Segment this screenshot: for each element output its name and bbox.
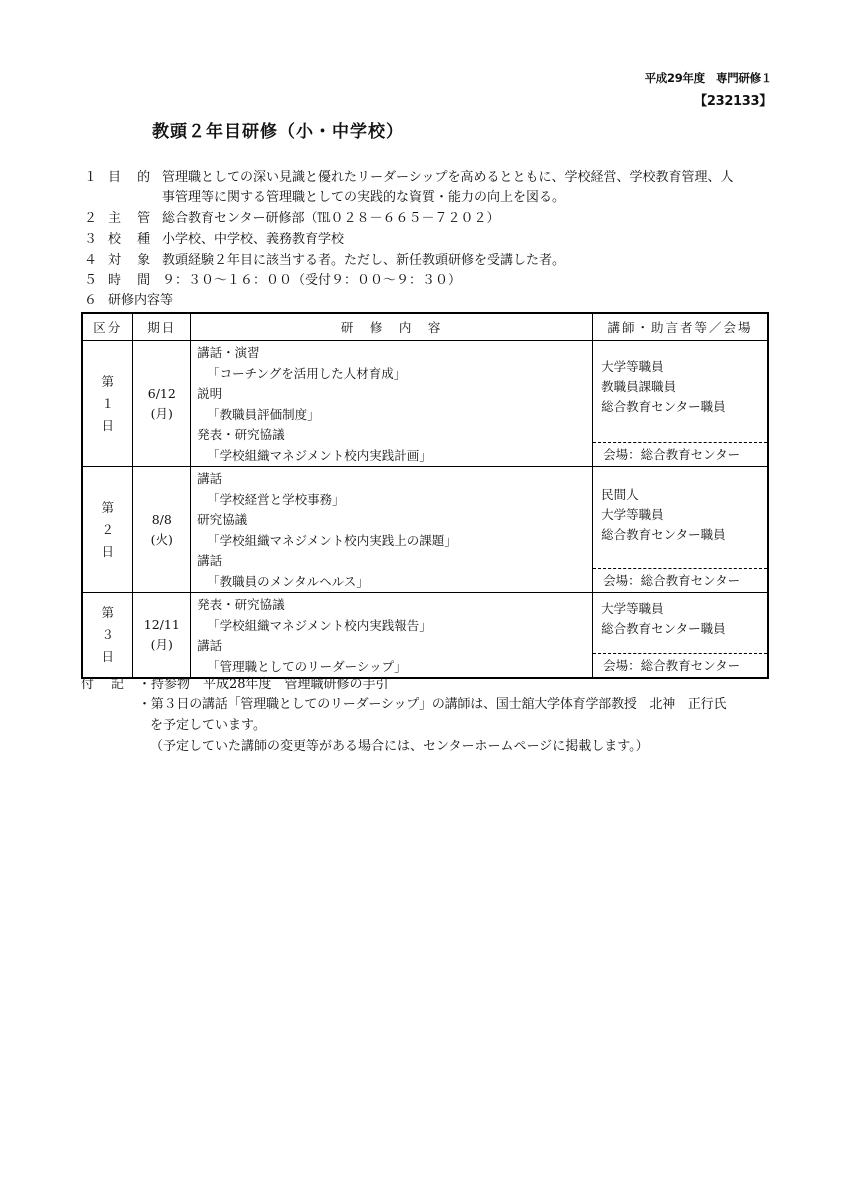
day-char: 第 — [101, 373, 114, 389]
date-cell — [133, 341, 191, 467]
session-type: 講話 — [197, 553, 223, 568]
session-type: 説明 — [197, 386, 223, 401]
content-line: 管理職としての深い見識と優れたリーダーシップを高めるとともに、学校経営、学校教育管理、人 — [162, 170, 734, 185]
weekday: (火) — [150, 531, 173, 547]
item-school-type — [84, 230, 162, 250]
instructor: 大学等職員 — [601, 601, 664, 616]
item-label: 校 種 — [108, 232, 157, 247]
instructor-cell — [593, 467, 768, 593]
content-cell — [191, 341, 593, 467]
instructor: 教職員課職員 — [601, 379, 677, 394]
item-label: 主 管 — [108, 211, 157, 226]
session-title: 「学校経営と学校事務」 — [207, 491, 345, 507]
session-type: 講話 — [197, 638, 223, 653]
venue: 会場：総合教育センター — [593, 653, 767, 677]
session-title: 「管理職としてのリーダーシップ」 — [207, 658, 407, 674]
item-label: 対 象 — [108, 253, 157, 268]
item-target — [84, 251, 162, 271]
day-char: 第 — [101, 605, 114, 620]
item-school-type-content: 小学校、中学校、義務教育学校 — [162, 232, 345, 247]
item-organizer-content: 総合教育センター研修部（℡０２８－６６５－７２０２） — [162, 211, 500, 226]
date-value: 12/11 — [143, 617, 180, 632]
item-label: 研修内容等 — [108, 293, 174, 308]
session-type: 研究協議 — [197, 512, 248, 527]
session-type: 発表・研究協議 — [197, 427, 285, 442]
weekday: (月) — [150, 405, 173, 421]
instructor: 民間人 — [601, 487, 639, 502]
session-title: 「学校組織マネジメント校内実践報告」 — [207, 617, 432, 633]
note-line: ・第３日の講話「管理職としてのリーダーシップ」の講師は、国士舘大学体育学部教授 北神 正行氏 — [138, 697, 727, 712]
item-purpose — [84, 168, 162, 188]
item-time-content: ９：３０～１６：００（受付９：００～９：３０） — [162, 273, 462, 288]
item-target-content: 教頭経験２年目に該当する者。ただし、新任教頭研修を受講した者。 — [162, 253, 566, 268]
note-line: ・持参物 平成28年度 管理職研修の手引 — [138, 677, 389, 692]
table-header-row — [82, 313, 768, 341]
item-number: ４ — [84, 253, 98, 268]
schedule-table — [81, 312, 769, 679]
instructor: 大学等職員 — [601, 359, 664, 374]
day-char: １ — [101, 395, 114, 411]
session-title: 「学校組織マネジメント校内実践計画」 — [207, 447, 432, 463]
table-row — [82, 341, 768, 467]
session-title: 「学校組織マネジメント校内実践上の課題」 — [207, 532, 457, 548]
item-purpose-content — [162, 168, 733, 208]
session-title: 「教職員評価制度」 — [207, 406, 320, 422]
venue: 会場：総合教育センター — [593, 568, 767, 592]
item-organizer — [84, 209, 162, 229]
session-type: 発表・研究協議 — [197, 597, 285, 612]
item-label: 時 間 — [108, 273, 157, 288]
date-value: 6/12 — [147, 385, 176, 401]
course-code: 【232133】 — [694, 94, 772, 109]
day-char: 日 — [101, 543, 114, 559]
note-line: を予定しています。 — [150, 718, 266, 733]
table-row — [82, 467, 768, 593]
day-char: ３ — [101, 627, 114, 642]
day-char: 第 — [101, 499, 114, 515]
session-type: 講話・演習 — [197, 345, 260, 360]
instructor: 総合教育センター職員 — [601, 621, 726, 636]
session-type: 講話 — [197, 471, 223, 486]
page-title: 教頭２年目研修（小・中学校） — [152, 122, 404, 142]
day-char: 日 — [101, 649, 114, 664]
day-char: 日 — [101, 417, 114, 433]
table-row — [82, 593, 768, 679]
session-title: 「コーチングを活用した人材育成」 — [207, 365, 407, 381]
item-contents — [84, 291, 173, 311]
fiscal-year-header: 平成29年度 専門研修１ — [644, 71, 772, 85]
note-line: （予定していた講師の変更等がある場合には、センターホームページに掲載します。） — [150, 739, 649, 754]
venue: 会場：総合教育センター — [593, 442, 767, 466]
session-title: 「教職員のメンタルヘルス」 — [207, 573, 369, 589]
date-cell — [133, 593, 191, 679]
item-number: ５ — [84, 273, 98, 288]
header-date: 期日 — [133, 313, 191, 341]
instructor: 総合教育センター職員 — [601, 399, 726, 414]
header-instructor: 講師・助言者等／会場 — [593, 313, 768, 341]
day-char: ２ — [101, 521, 114, 537]
instructor: 総合教育センター職員 — [601, 527, 726, 542]
content-cell — [191, 467, 593, 593]
date-value: 8/8 — [151, 511, 172, 527]
weekday: (月) — [150, 637, 173, 652]
item-label: 目 的 — [108, 170, 157, 185]
instructor-cell — [593, 341, 768, 467]
item-number: ３ — [84, 232, 98, 247]
instructor-cell — [593, 593, 768, 679]
item-number: ２ — [84, 211, 98, 226]
day-cell — [82, 593, 133, 679]
content-line: 事管理等に関する管理職としての実践的な資質・能力の向上を図る。 — [162, 190, 566, 205]
date-cell — [133, 467, 191, 593]
content-cell — [191, 593, 593, 679]
header-division: 区分 — [82, 313, 133, 341]
day-cell — [82, 341, 133, 467]
item-time — [84, 271, 162, 291]
day-cell — [82, 467, 133, 593]
item-number: ６ — [84, 293, 98, 308]
notes-label: 付 記 — [81, 677, 127, 692]
instructor: 大学等職員 — [601, 507, 664, 522]
item-number: １ — [84, 170, 98, 185]
header-content: 研 修 内 容 — [191, 313, 593, 341]
